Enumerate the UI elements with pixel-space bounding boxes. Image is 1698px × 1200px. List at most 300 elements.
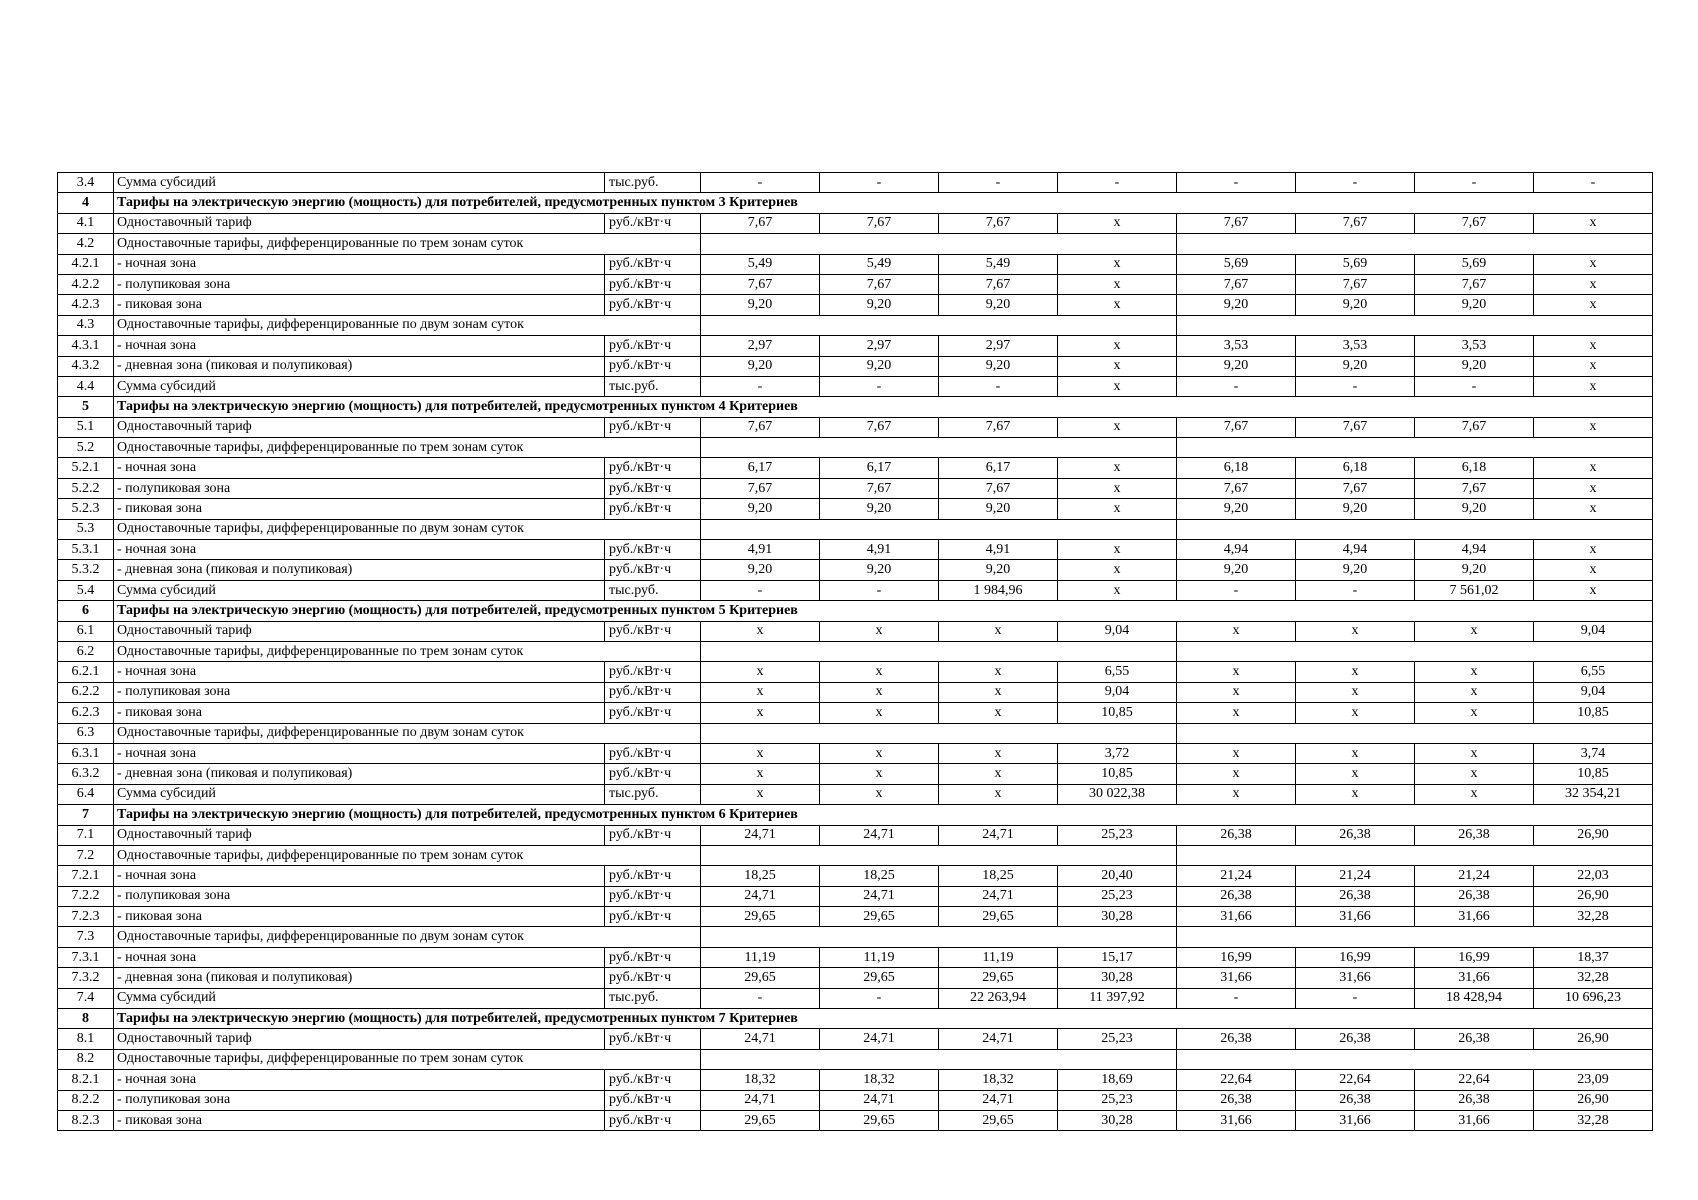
value-cell: 29,65	[939, 1110, 1058, 1130]
value-cell: 9,20	[701, 560, 820, 580]
value-cell: -	[1415, 173, 1534, 193]
value-cell: 25,23	[1058, 1090, 1177, 1110]
value-cell: 2,97	[820, 336, 939, 356]
value-cell: х	[820, 764, 939, 784]
subheader-title: Одноставочные тарифы, дифференцированные по трем зонам суток	[114, 438, 701, 458]
table-row	[58, 213, 1653, 233]
value-cell: 32,28	[1534, 968, 1653, 988]
value-cell: 7,67	[1296, 213, 1415, 233]
value-cell: х	[1296, 703, 1415, 723]
row-name: Сумма субсидий	[114, 784, 605, 804]
value-cell: 18,25	[701, 866, 820, 886]
row-unit: руб./кВт·ч	[605, 213, 701, 233]
table-row	[58, 947, 1653, 967]
row-unit: руб./кВт·ч	[605, 1110, 701, 1130]
section-row	[58, 601, 1653, 621]
value-cell: 5,49	[701, 254, 820, 274]
row-number: 8.2.2	[58, 1090, 114, 1110]
value-cell: 31,66	[1415, 907, 1534, 927]
value-cell: х	[1058, 560, 1177, 580]
value-cell: 18,37	[1534, 947, 1653, 967]
row-number: 5.2	[58, 438, 114, 458]
value-cell: 9,20	[820, 356, 939, 376]
value-cell: 22,64	[1177, 1070, 1296, 1090]
row-unit: тыс.руб.	[605, 580, 701, 600]
table-row	[58, 540, 1653, 560]
row-unit: руб./кВт·ч	[605, 682, 701, 702]
row-number: 7	[58, 805, 114, 825]
value-cell: х	[701, 703, 820, 723]
value-cell: х	[1177, 703, 1296, 723]
row-unit: руб./кВт·ч	[605, 356, 701, 376]
row-name: - пиковая зона	[114, 499, 605, 519]
row-number: 6.2.2	[58, 682, 114, 702]
row-name: Сумма субсидий	[114, 376, 605, 396]
value-cell: х	[1177, 743, 1296, 763]
value-cell: 32 354,21	[1534, 784, 1653, 804]
row-name: - дневная зона (пиковая и полупиковая)	[114, 560, 605, 580]
subheader-row	[58, 315, 1653, 335]
value-cell: х	[1177, 764, 1296, 784]
value-cell: х	[1534, 254, 1653, 274]
table-row	[58, 376, 1653, 396]
value-cell: х	[1534, 417, 1653, 437]
value-cell: 7,67	[939, 213, 1058, 233]
value-cell: 9,20	[1177, 499, 1296, 519]
row-number: 7.3.1	[58, 947, 114, 967]
table-row	[58, 784, 1653, 804]
table-row	[58, 274, 1653, 294]
row-unit: тыс.руб.	[605, 173, 701, 193]
value-cell: -	[1415, 376, 1534, 396]
value-cell: х	[1296, 682, 1415, 702]
row-name: - дневная зона (пиковая и полупиковая)	[114, 968, 605, 988]
empty-cell	[1177, 927, 1653, 947]
subheader-title: Одноставочные тарифы, дифференцированные по трем зонам суток	[114, 1049, 701, 1069]
value-cell: 26,38	[1415, 825, 1534, 845]
value-cell: 26,38	[1177, 886, 1296, 906]
row-name: - ночная зона	[114, 458, 605, 478]
value-cell: 7,67	[1296, 417, 1415, 437]
value-cell: 5,69	[1415, 254, 1534, 274]
value-cell: х	[701, 764, 820, 784]
subheader-title: Одноставочные тарифы, дифференцированные по двум зонам суток	[114, 315, 701, 335]
value-cell: -	[1296, 376, 1415, 396]
row-number: 6.4	[58, 784, 114, 804]
value-cell: 32,28	[1534, 907, 1653, 927]
value-cell: х	[1177, 662, 1296, 682]
empty-cell	[1177, 845, 1653, 865]
row-unit: руб./кВт·ч	[605, 1090, 701, 1110]
value-cell: х	[1058, 336, 1177, 356]
value-cell: 26,90	[1534, 1029, 1653, 1049]
table-row	[58, 866, 1653, 886]
row-unit: руб./кВт·ч	[605, 540, 701, 560]
value-cell: 18,25	[939, 866, 1058, 886]
subheader-title: Одноставочные тарифы, дифференцированные по двум зонам суток	[114, 519, 701, 539]
value-cell: х	[820, 703, 939, 723]
value-cell: -	[701, 580, 820, 600]
row-number: 5.2.1	[58, 458, 114, 478]
value-cell: х	[1534, 580, 1653, 600]
value-cell: 31,66	[1415, 968, 1534, 988]
value-cell: х	[701, 662, 820, 682]
value-cell: -	[820, 580, 939, 600]
value-cell: 30,28	[1058, 1110, 1177, 1130]
row-number: 5.4	[58, 580, 114, 600]
value-cell: 9,20	[1296, 499, 1415, 519]
value-cell: 7,67	[820, 478, 939, 498]
table-row	[58, 988, 1653, 1008]
empty-cell	[701, 845, 1177, 865]
value-cell: 10,85	[1534, 764, 1653, 784]
value-cell: -	[1058, 173, 1177, 193]
value-cell: 2,97	[701, 336, 820, 356]
subheader-row	[58, 519, 1653, 539]
row-number: 6.2	[58, 641, 114, 661]
row-name: - полупиковая зона	[114, 274, 605, 294]
value-cell: 7,67	[1415, 478, 1534, 498]
value-cell: х	[939, 621, 1058, 641]
value-cell: х	[1415, 703, 1534, 723]
value-cell: х	[820, 621, 939, 641]
row-name: - полупиковая зона	[114, 478, 605, 498]
row-number: 7.4	[58, 988, 114, 1008]
row-unit: тыс.руб.	[605, 784, 701, 804]
subheader-row	[58, 723, 1653, 743]
value-cell: 1 984,96	[939, 580, 1058, 600]
section-row	[58, 193, 1653, 213]
value-cell: х	[1058, 356, 1177, 376]
value-cell: 25,23	[1058, 886, 1177, 906]
row-name: - пиковая зона	[114, 703, 605, 723]
value-cell: 7,67	[820, 213, 939, 233]
value-cell: 7,67	[1296, 274, 1415, 294]
value-cell: 5,69	[1177, 254, 1296, 274]
table-row	[58, 764, 1653, 784]
value-cell: 30,28	[1058, 968, 1177, 988]
table-row	[58, 621, 1653, 641]
value-cell: 24,71	[820, 825, 939, 845]
row-name: - дневная зона (пиковая и полупиковая)	[114, 356, 605, 376]
row-unit: руб./кВт·ч	[605, 336, 701, 356]
row-name: - ночная зона	[114, 866, 605, 886]
row-number: 4.2	[58, 234, 114, 254]
value-cell: х	[1058, 417, 1177, 437]
table-row	[58, 682, 1653, 702]
value-cell: 18,69	[1058, 1070, 1177, 1090]
value-cell: -	[701, 988, 820, 1008]
value-cell: 29,65	[701, 1110, 820, 1130]
value-cell: 29,65	[939, 907, 1058, 927]
value-cell: 29,65	[939, 968, 1058, 988]
row-unit: руб./кВт·ч	[605, 417, 701, 437]
value-cell: 24,71	[820, 1029, 939, 1049]
value-cell: х	[1177, 784, 1296, 804]
value-cell: 9,20	[1415, 499, 1534, 519]
value-cell: -	[701, 376, 820, 396]
value-cell: 24,71	[701, 1029, 820, 1049]
row-name: Сумма субсидий	[114, 580, 605, 600]
row-number: 7.2.3	[58, 907, 114, 927]
value-cell: 4,91	[701, 540, 820, 560]
table-row	[58, 580, 1653, 600]
row-number: 6.2.1	[58, 662, 114, 682]
table-row	[58, 1029, 1653, 1049]
row-number: 6.1	[58, 621, 114, 641]
row-number: 6.3	[58, 723, 114, 743]
value-cell: 6,18	[1415, 458, 1534, 478]
value-cell: 26,38	[1415, 1029, 1534, 1049]
value-cell: 9,20	[1177, 356, 1296, 376]
value-cell: 25,23	[1058, 825, 1177, 845]
value-cell: 26,38	[1296, 825, 1415, 845]
value-cell: 11,19	[820, 947, 939, 967]
value-cell: 9,20	[939, 356, 1058, 376]
row-unit: руб./кВт·ч	[605, 621, 701, 641]
row-number: 5.3	[58, 519, 114, 539]
value-cell: 29,65	[820, 968, 939, 988]
value-cell: -	[1296, 580, 1415, 600]
value-cell: х	[1534, 560, 1653, 580]
table-row	[58, 703, 1653, 723]
value-cell: 9,20	[820, 295, 939, 315]
row-unit: руб./кВт·ч	[605, 968, 701, 988]
value-cell: 7,67	[1415, 274, 1534, 294]
table-row	[58, 743, 1653, 763]
table-row	[58, 1110, 1653, 1130]
value-cell: х	[1415, 784, 1534, 804]
empty-cell	[1177, 1049, 1653, 1069]
value-cell: 10,85	[1534, 703, 1653, 723]
row-number: 5.2.3	[58, 499, 114, 519]
value-cell: 31,66	[1177, 1110, 1296, 1130]
row-unit: руб./кВт·ч	[605, 764, 701, 784]
value-cell: 7,67	[701, 478, 820, 498]
value-cell: 11,19	[701, 947, 820, 967]
row-unit: руб./кВт·ч	[605, 907, 701, 927]
value-cell: х	[939, 743, 1058, 763]
value-cell: х	[1058, 376, 1177, 396]
row-name: - дневная зона (пиковая и полупиковая)	[114, 764, 605, 784]
row-number: 7.2.2	[58, 886, 114, 906]
value-cell: 5,69	[1296, 254, 1415, 274]
value-cell: -	[1534, 173, 1653, 193]
value-cell: 3,53	[1415, 336, 1534, 356]
row-name: - ночная зона	[114, 743, 605, 763]
value-cell: 6,18	[1177, 458, 1296, 478]
value-cell: 18,32	[939, 1070, 1058, 1090]
value-cell: 29,65	[701, 968, 820, 988]
empty-cell	[701, 927, 1177, 947]
section-row	[58, 397, 1653, 417]
value-cell: 26,38	[1296, 886, 1415, 906]
tariff-table	[57, 172, 1653, 1131]
table-row	[58, 1070, 1653, 1090]
value-cell: 22,03	[1534, 866, 1653, 886]
row-unit: руб./кВт·ч	[605, 866, 701, 886]
row-number: 8.1	[58, 1029, 114, 1049]
value-cell: х	[1415, 764, 1534, 784]
empty-cell	[701, 234, 1177, 254]
subheader-title: Одноставочные тарифы, дифференцированные по трем зонам суток	[114, 845, 701, 865]
row-number: 5	[58, 397, 114, 417]
value-cell: -	[939, 173, 1058, 193]
section-row	[58, 1009, 1653, 1029]
table-row	[58, 173, 1653, 193]
value-cell: 9,20	[1177, 295, 1296, 315]
value-cell: х	[820, 784, 939, 804]
row-unit: руб./кВт·ч	[605, 662, 701, 682]
row-number: 5.3.2	[58, 560, 114, 580]
value-cell: х	[1058, 540, 1177, 560]
row-number: 4.3	[58, 315, 114, 335]
table-row	[58, 825, 1653, 845]
value-cell: 9,20	[701, 499, 820, 519]
row-unit: руб./кВт·ч	[605, 703, 701, 723]
row-name: - ночная зона	[114, 1070, 605, 1090]
row-number: 5.1	[58, 417, 114, 437]
section-title: Тарифы на электрическую энергию (мощность) для потребителей, предусмотренных пунктом 3 Критериев	[114, 193, 1653, 213]
value-cell: 24,71	[701, 886, 820, 906]
subheader-row	[58, 234, 1653, 254]
value-cell: 9,20	[820, 560, 939, 580]
value-cell: х	[1534, 499, 1653, 519]
value-cell: 11 397,92	[1058, 988, 1177, 1008]
row-unit: руб./кВт·ч	[605, 743, 701, 763]
value-cell: 26,38	[1296, 1029, 1415, 1049]
value-cell: 26,90	[1534, 886, 1653, 906]
table-row	[58, 560, 1653, 580]
row-number: 7.2.1	[58, 866, 114, 886]
value-cell: 20,40	[1058, 866, 1177, 886]
row-unit: руб./кВт·ч	[605, 560, 701, 580]
value-cell: 10,85	[1058, 703, 1177, 723]
value-cell: 32,28	[1534, 1110, 1653, 1130]
value-cell: 31,66	[1296, 968, 1415, 988]
row-number: 4	[58, 193, 114, 213]
row-unit: руб./кВт·ч	[605, 499, 701, 519]
value-cell: 26,38	[1177, 825, 1296, 845]
value-cell: 26,38	[1415, 1090, 1534, 1110]
section-row	[58, 805, 1653, 825]
row-number: 7.3.2	[58, 968, 114, 988]
value-cell: 9,04	[1534, 621, 1653, 641]
value-cell: х	[820, 682, 939, 702]
value-cell: х	[939, 662, 1058, 682]
row-name: Сумма субсидий	[114, 988, 605, 1008]
empty-cell	[701, 315, 1177, 335]
row-number: 6.3.1	[58, 743, 114, 763]
value-cell: х	[1296, 743, 1415, 763]
value-cell: х	[1415, 662, 1534, 682]
value-cell: 7,67	[939, 478, 1058, 498]
value-cell: х	[1058, 458, 1177, 478]
value-cell: х	[1415, 682, 1534, 702]
value-cell: 24,71	[701, 825, 820, 845]
value-cell: 9,20	[1415, 560, 1534, 580]
value-cell: х	[1177, 682, 1296, 702]
empty-cell	[701, 438, 1177, 458]
value-cell: х	[1296, 784, 1415, 804]
value-cell: 7 561,02	[1415, 580, 1534, 600]
row-number: 6.2.3	[58, 703, 114, 723]
row-number: 4.3.2	[58, 356, 114, 376]
section-title: Тарифы на электрическую энергию (мощность) для потребителей, предусмотренных пунктом 5 Критериев	[114, 601, 1653, 621]
row-unit: руб./кВт·ч	[605, 1070, 701, 1090]
empty-cell	[1177, 641, 1653, 661]
value-cell: 18,32	[701, 1070, 820, 1090]
value-cell: 21,24	[1296, 866, 1415, 886]
value-cell: 4,94	[1296, 540, 1415, 560]
row-unit: тыс.руб.	[605, 376, 701, 396]
value-cell: 10,85	[1058, 764, 1177, 784]
value-cell: 24,71	[820, 1090, 939, 1110]
value-cell: 9,20	[939, 499, 1058, 519]
empty-cell	[701, 723, 1177, 743]
subheader-title: Одноставочные тарифы, дифференцированные по двум зонам суток	[114, 723, 701, 743]
value-cell: -	[939, 376, 1058, 396]
value-cell: 5,49	[820, 254, 939, 274]
row-unit: руб./кВт·ч	[605, 825, 701, 845]
value-cell: 16,99	[1415, 947, 1534, 967]
table-row	[58, 254, 1653, 274]
row-number: 4.3.1	[58, 336, 114, 356]
row-number: 6.3.2	[58, 764, 114, 784]
row-number: 7.2	[58, 845, 114, 865]
table-row	[58, 336, 1653, 356]
value-cell: 3,53	[1177, 336, 1296, 356]
row-name: Одноставочный тариф	[114, 1029, 605, 1049]
row-number: 5.3.1	[58, 540, 114, 560]
value-cell: 18,32	[820, 1070, 939, 1090]
value-cell: 6,17	[939, 458, 1058, 478]
row-unit: руб./кВт·ч	[605, 947, 701, 967]
value-cell: х	[1058, 254, 1177, 274]
value-cell: 9,04	[1058, 682, 1177, 702]
row-unit: руб./кВт·ч	[605, 478, 701, 498]
value-cell: 9,20	[1415, 356, 1534, 376]
value-cell: -	[1296, 173, 1415, 193]
value-cell: 4,94	[1177, 540, 1296, 560]
value-cell: х	[939, 703, 1058, 723]
value-cell: 3,72	[1058, 743, 1177, 763]
value-cell: х	[1296, 621, 1415, 641]
row-unit: руб./кВт·ч	[605, 1029, 701, 1049]
row-name: - ночная зона	[114, 254, 605, 274]
empty-cell	[1177, 315, 1653, 335]
value-cell: 7,67	[1415, 213, 1534, 233]
row-number: 4.2.1	[58, 254, 114, 274]
value-cell: 6,55	[1058, 662, 1177, 682]
value-cell: -	[1177, 173, 1296, 193]
value-cell: 22,64	[1296, 1070, 1415, 1090]
row-unit: руб./кВт·ч	[605, 886, 701, 906]
value-cell: 31,66	[1296, 1110, 1415, 1130]
row-number: 8.2.3	[58, 1110, 114, 1130]
value-cell: 15,17	[1058, 947, 1177, 967]
value-cell: 29,65	[820, 1110, 939, 1130]
value-cell: х	[1296, 662, 1415, 682]
row-unit: руб./кВт·ч	[605, 274, 701, 294]
subheader-row	[58, 438, 1653, 458]
empty-cell	[1177, 519, 1653, 539]
value-cell: 7,67	[1296, 478, 1415, 498]
value-cell: 26,38	[1177, 1029, 1296, 1049]
value-cell: 31,66	[1415, 1110, 1534, 1130]
value-cell: 5,49	[939, 254, 1058, 274]
value-cell: 18,25	[820, 866, 939, 886]
